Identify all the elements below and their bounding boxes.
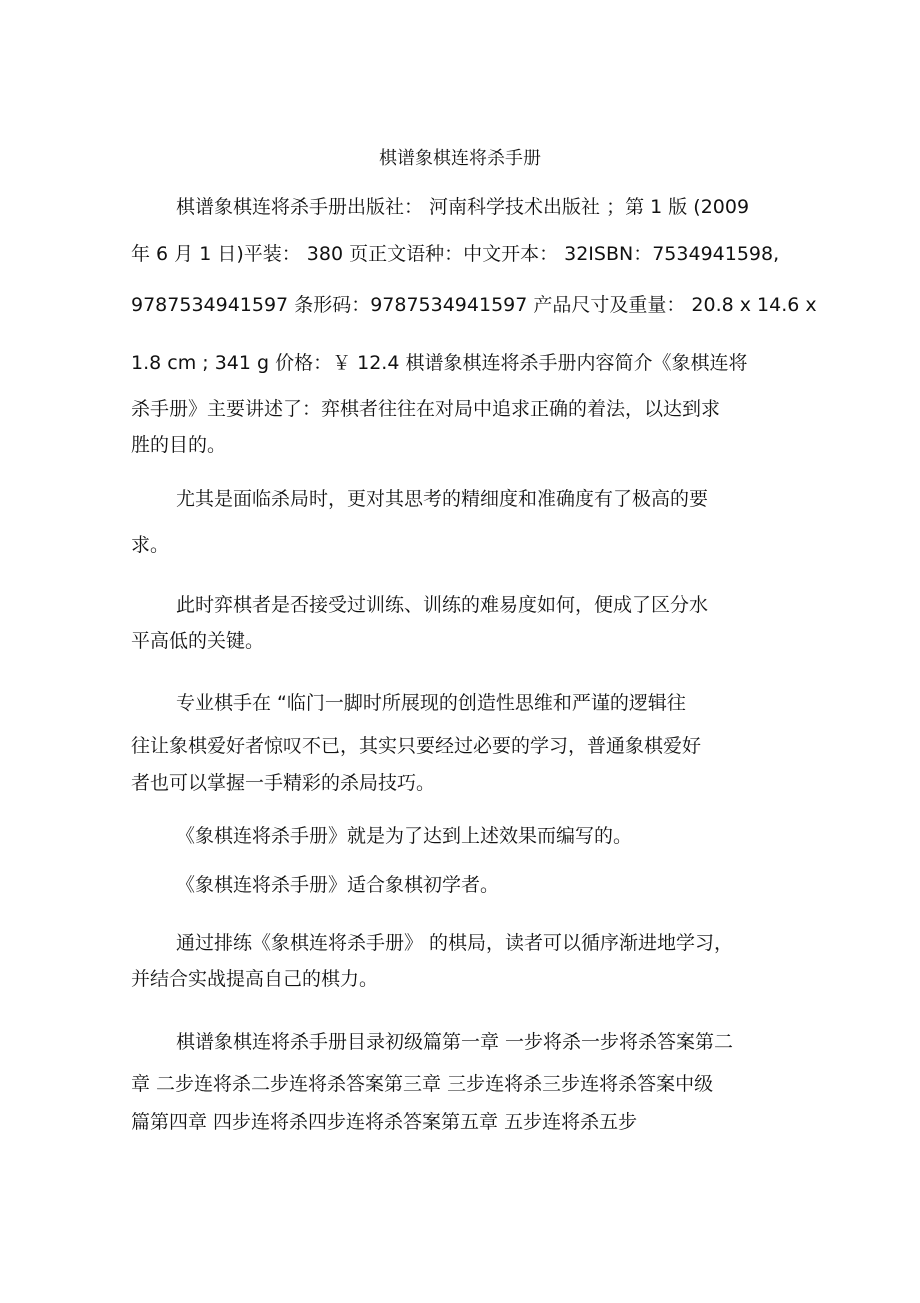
text-line: 者也可以掌握一手精彩的杀局技巧。 [131,772,436,794]
text-line: 杀手册》主要讲述了：弈棋者往往在对局中追求正确的着法，以达到求 [131,398,721,420]
text-line: 专业棋手在 “临门一脚时所展现的创造性思维和严谨的逻辑往 [176,692,686,714]
text-line: 篇第四章 四步连将杀四步连将杀答案第五章 五步连将杀五步 [131,1111,638,1133]
text-line: 往让象棋爱好者惊叹不已，其实只要经过必要的学习，普通象棋爱好 [131,735,702,757]
text-line: 求。 [131,534,170,556]
text-line: 棋谱象棋连将杀手册目录初级篇第一章 一步将杀一步将杀答案第二 [176,1031,734,1053]
text-line: 章 二步连将杀二步连将杀答案第三章 三步连将杀三步连将杀答案中级 [131,1073,714,1095]
text-line: 并结合实战提高自己的棋力。 [131,968,379,990]
text-line: 胜的目的。 [131,434,227,456]
text-line: 《象棋连将杀手册》就是为了达到上述效果而编写的。 [176,825,633,847]
text-line: 棋谱象棋连将杀手册出版社： 河南科学技术出版社 ；第 1 版 (2009 [176,196,750,218]
text-line: 通过排练《象棋连将杀手册》 的棋局，读者可以循序渐进地学习， [176,932,734,954]
text-line: 年 6 月 1 日)平装： 380 页正文语种：中文开本： 32ISBN：7534941598, [131,243,780,265]
text-line: 《象棋连将杀手册》适合象棋初学者。 [176,874,500,896]
text-line: 尤其是面临杀局时，更对其思考的精细度和准确度有了极高的要 [176,488,709,510]
text-line: 1.8 cm ; 341 g 价格：￥ 12.4 棋谱象棋连将杀手册内容简介《象棋连将 [131,352,748,374]
text-line: 平高低的关键。 [131,630,265,652]
document-title: 棋谱象棋连将杀手册 [379,148,541,169]
text-line: 9787534941597 条形码：9787534941597 产品尺寸及重量： 20.8 x 14.6 x [131,294,817,316]
text-line: 此时弈棋者是否接受过训练、训练的难易度如何，便成了区分水 [176,594,709,616]
